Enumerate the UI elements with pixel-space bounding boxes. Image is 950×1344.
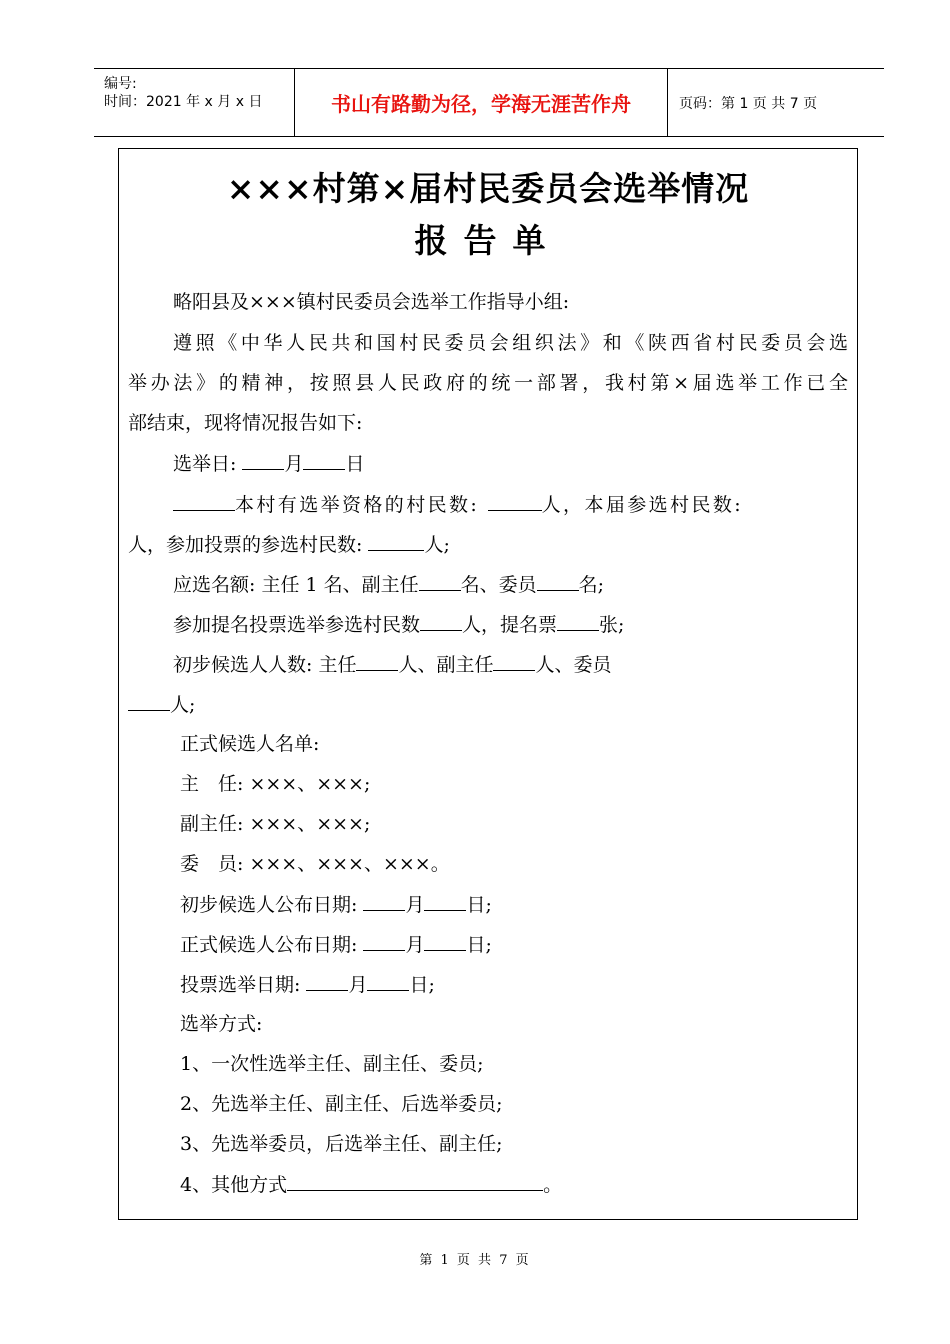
prelim-row bbox=[173, 652, 611, 677]
day-label: 日; bbox=[466, 894, 492, 916]
person-label: 人; bbox=[424, 534, 450, 556]
intro-line-1: 遵照《中华人民共和国村民委员会组织法》和《陕西省村民委员会选 bbox=[173, 332, 848, 354]
blank-field[interactable] bbox=[128, 692, 170, 711]
vote-date-label: 投票选举日期: bbox=[180, 974, 301, 996]
election-day-row bbox=[173, 451, 364, 476]
blank-field[interactable] bbox=[424, 932, 466, 951]
method-option-3: 3、先选举委员，后选举主任、副主任; bbox=[180, 1133, 503, 1155]
prelim-text-a: 初步候选人人数: 主任 bbox=[173, 654, 357, 676]
blank-field[interactable] bbox=[287, 1172, 543, 1191]
header-meta-cell bbox=[94, 69, 295, 136]
blank-field[interactable] bbox=[493, 652, 535, 671]
month-label: 月 bbox=[284, 453, 304, 475]
prelim-text-d: 人; bbox=[170, 694, 196, 716]
nominate-row bbox=[173, 612, 624, 637]
vice-director-candidates: 副主任: ×××、×××; bbox=[180, 813, 371, 835]
blank-field[interactable] bbox=[363, 932, 405, 951]
blank-field[interactable] bbox=[306, 972, 348, 991]
blank-field[interactable] bbox=[173, 492, 235, 511]
header-table bbox=[94, 68, 884, 137]
blank-field[interactable] bbox=[488, 492, 542, 511]
method-option-2: 2、先选举主任、副主任、后选举委员; bbox=[180, 1093, 503, 1115]
intro-line-3: 部结束，现将情况报告如下: bbox=[128, 412, 363, 434]
blank-field[interactable] bbox=[242, 451, 284, 470]
time-label: 时间：2021 年 x 月 x 日 bbox=[104, 94, 263, 110]
month-label: 月 bbox=[348, 974, 368, 996]
blank-field[interactable] bbox=[303, 451, 345, 470]
blank-field[interactable] bbox=[419, 572, 461, 591]
code-label: 编号: bbox=[104, 76, 137, 92]
director-candidates: 主 任: ×××、×××; bbox=[180, 773, 371, 795]
header-page-info: 页码：第 1 页 共 7 页 bbox=[679, 95, 818, 112]
blank-field[interactable] bbox=[537, 572, 579, 591]
prelim-text-c: 人、委员 bbox=[535, 654, 612, 676]
quota-text-a: 应选名额: 主任 1 名、副主任 bbox=[173, 574, 419, 596]
method-label: 选举方式: bbox=[180, 1013, 263, 1035]
eligible-text-c: 人，参加投票的参选村民数: bbox=[128, 534, 363, 556]
salutation: 略阳县及×××镇村民委员会选举工作指导小组: bbox=[173, 291, 570, 313]
report-subtitle: 报告单 bbox=[414, 221, 562, 260]
method-option-4 bbox=[180, 1172, 562, 1197]
eligible-text-b: 人，本届参选村民数: bbox=[541, 494, 744, 516]
vote-date-row bbox=[180, 972, 435, 997]
blank-field[interactable] bbox=[420, 612, 462, 631]
month-label: 月 bbox=[405, 934, 425, 956]
method-option-1: 1、一次性选举主任、副主任、委员; bbox=[180, 1053, 484, 1075]
blank-field[interactable] bbox=[356, 652, 398, 671]
method-option-4-label: 4、其他方式 bbox=[180, 1174, 288, 1196]
formal-date-label: 正式候选人公布日期: bbox=[180, 934, 358, 956]
formal-list-label: 正式候选人名单: bbox=[180, 733, 320, 755]
month-label: 月 bbox=[405, 894, 425, 916]
intro-line-2: 举办法》的精神，按照县人民政府的统一部署，我村第×届选举工作已全 bbox=[128, 372, 848, 394]
member-candidates: 委 员: ×××、×××、×××。 bbox=[180, 853, 450, 875]
period-mark: 。 bbox=[543, 1174, 563, 1196]
quota-row bbox=[173, 572, 604, 597]
nominate-text-c: 张; bbox=[599, 614, 625, 636]
nominate-text-b: 人，提名票 bbox=[462, 614, 558, 636]
quota-text-c: 名; bbox=[578, 574, 605, 596]
day-label: 日; bbox=[409, 974, 435, 996]
blank-field[interactable] bbox=[368, 532, 424, 551]
eligible-row bbox=[173, 492, 848, 517]
nominate-text-a: 参加提名投票选举参选村民数 bbox=[173, 614, 421, 636]
formal-date-row bbox=[180, 932, 492, 957]
prelim-date-row bbox=[180, 892, 492, 917]
blank-field[interactable] bbox=[363, 892, 405, 911]
day-label: 日; bbox=[466, 934, 492, 956]
prelim-row-2 bbox=[128, 692, 195, 717]
blank-field[interactable] bbox=[424, 892, 466, 911]
quota-text-b: 名、委员 bbox=[460, 574, 537, 596]
report-title: ×××村第×届村民委员会选举情况 bbox=[226, 169, 750, 208]
blank-field[interactable] bbox=[557, 612, 599, 631]
day-label: 日 bbox=[345, 453, 365, 475]
eligible-row-2 bbox=[128, 532, 450, 557]
election-day-label: 选举日: bbox=[173, 453, 237, 475]
header-motto: 书山有路勤为径，学海无涯苦作舟 bbox=[295, 69, 668, 136]
prelim-date-label: 初步候选人公布日期: bbox=[180, 894, 358, 916]
prelim-text-b: 人、副主任 bbox=[398, 654, 494, 676]
blank-field[interactable] bbox=[367, 972, 409, 991]
footer-page-number: 第 1 页 共 7 页 bbox=[419, 1253, 531, 1268]
eligible-text-a: 本村有选举资格的村民数: bbox=[235, 494, 480, 516]
